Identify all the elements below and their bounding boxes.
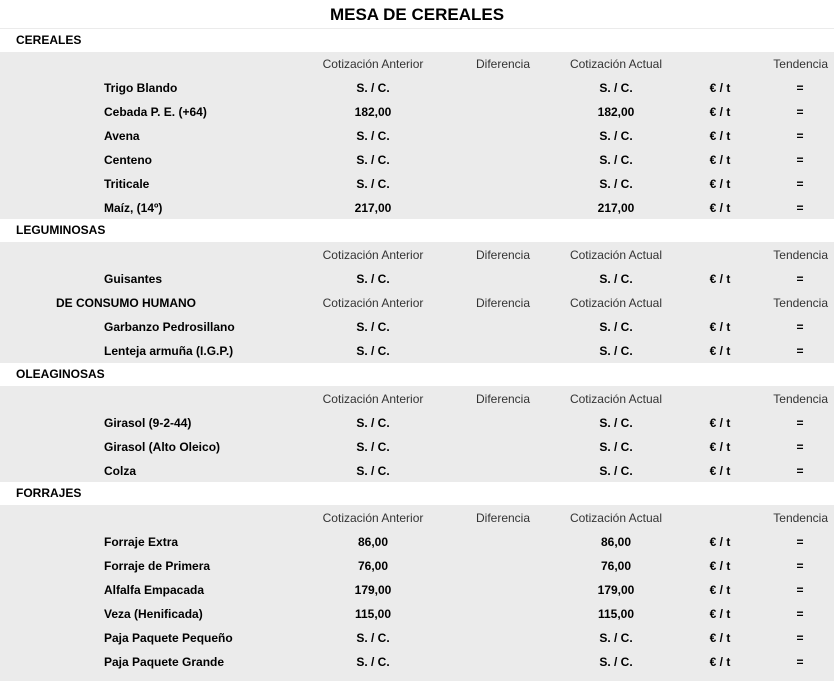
unit-label: € / t xyxy=(709,535,731,549)
cotizacion-actual-value: 76,00 xyxy=(600,559,632,573)
section-header xyxy=(0,482,834,505)
product-name: Colza xyxy=(104,464,137,478)
header-tendencia: Tendencia xyxy=(773,296,828,310)
product-name: Trigo Blando xyxy=(104,81,178,95)
header-cotizacion-anterior: Cotización Anterior xyxy=(322,296,424,310)
cotizacion-actual-value: S. / C. xyxy=(599,344,633,358)
product-name: Maíz, (14º) xyxy=(104,201,163,215)
tendencia-value: = xyxy=(796,416,804,430)
product-name: Veza (Henificada) xyxy=(104,607,203,621)
product-name: Centeno xyxy=(104,153,152,167)
header-cotizacion-actual: Cotización Actual xyxy=(569,511,663,525)
cotizacion-actual-value: S. / C. xyxy=(599,416,633,430)
tendencia-value: = xyxy=(796,177,804,191)
cotizacion-actual-value: S. / C. xyxy=(599,655,633,669)
header-cotizacion-actual: Cotización Actual xyxy=(569,296,663,310)
table-row xyxy=(0,650,834,674)
cotizacion-anterior-value: 115,00 xyxy=(354,607,392,621)
unit-label: € / t xyxy=(709,416,731,430)
tendencia-value: = xyxy=(796,535,804,549)
cotizacion-anterior-value: S. / C. xyxy=(356,177,390,191)
product-name: Cebada P. E. (+64) xyxy=(104,105,207,119)
product-name: Forraje Extra xyxy=(104,535,179,549)
unit-label: € / t xyxy=(709,607,731,621)
header-cotizacion-anterior: Cotización Anterior xyxy=(322,248,424,262)
unit-label: € / t xyxy=(709,631,731,645)
product-name: Avena xyxy=(104,129,140,143)
table-row xyxy=(0,602,834,626)
section-title: CEREALES xyxy=(16,33,82,47)
section-header xyxy=(0,363,834,386)
cotizacion-anterior-value: S. / C. xyxy=(356,81,390,95)
table-row xyxy=(0,124,834,148)
cotizacion-anterior-value: 86,00 xyxy=(357,535,389,549)
cotizacion-actual-value: S. / C. xyxy=(599,129,633,143)
cotizacion-anterior-value: 217,00 xyxy=(354,201,392,215)
cotizacion-actual-value: S. / C. xyxy=(599,272,633,286)
cotizacion-actual-value: S. / C. xyxy=(599,177,633,191)
table-row xyxy=(0,196,834,220)
unit-label: € / t xyxy=(709,320,731,334)
cotizacion-actual-value: S. / C. xyxy=(599,81,633,95)
cotizacion-actual-value: S. / C. xyxy=(599,153,633,167)
header-cotizacion-actual: Cotización Actual xyxy=(569,248,663,262)
table-row xyxy=(0,435,834,459)
header-tendencia: Tendencia xyxy=(773,392,828,406)
tendencia-value: = xyxy=(796,320,804,334)
cotizacion-anterior-value: S. / C. xyxy=(356,344,390,358)
column-header-row xyxy=(0,506,834,530)
unit-label: € / t xyxy=(709,105,731,119)
cotizacion-actual-value: S. / C. xyxy=(599,440,633,454)
column-header-row xyxy=(0,291,834,315)
header-cotizacion-actual: Cotización Actual xyxy=(569,57,663,71)
cotizacion-actual-value: 86,00 xyxy=(600,535,632,549)
table-row xyxy=(0,554,834,578)
product-name: Paja Paquete Pequeño xyxy=(104,631,233,645)
cotizacion-anterior-value: 179,00 xyxy=(354,583,392,597)
column-header-row xyxy=(0,243,834,267)
cotizacion-anterior-value: S. / C. xyxy=(356,320,390,334)
subsection-title: DE CONSUMO HUMANO xyxy=(56,296,196,310)
table-row xyxy=(0,339,834,363)
cotizacion-actual-value: 182,00 xyxy=(597,105,635,119)
product-name: Alfalfa Empacada xyxy=(104,583,205,597)
header-tendencia: Tendencia xyxy=(773,248,828,262)
unit-label: € / t xyxy=(709,344,731,358)
unit-label: € / t xyxy=(709,177,731,191)
unit-label: € / t xyxy=(709,583,731,597)
cotizacion-anterior-value: S. / C. xyxy=(356,631,390,645)
product-name: Lenteja armuña (I.G.P.) xyxy=(104,344,234,358)
header-diferencia: Diferencia xyxy=(475,57,531,71)
header-cotizacion-actual: Cotización Actual xyxy=(569,392,663,406)
tendencia-value: = xyxy=(796,559,804,573)
tendencia-value: = xyxy=(796,655,804,669)
table-row xyxy=(0,578,834,602)
product-name: Girasol (9-2-44) xyxy=(104,416,192,430)
header-cotizacion-anterior: Cotización Anterior xyxy=(322,57,424,71)
cotizacion-actual-value: S. / C. xyxy=(599,631,633,645)
table-row xyxy=(0,100,834,124)
cotizacion-anterior-value: S. / C. xyxy=(356,416,390,430)
tendencia-value: = xyxy=(796,201,804,215)
tendencia-value: = xyxy=(796,607,804,621)
tendencia-value: = xyxy=(796,105,804,119)
header-tendencia: Tendencia xyxy=(773,57,828,71)
tendencia-value: = xyxy=(796,129,804,143)
cotizacion-anterior-value: S. / C. xyxy=(356,440,390,454)
product-name: Girasol (Alto Oleico) xyxy=(104,440,221,454)
cotizacion-actual-value: S. / C. xyxy=(599,320,633,334)
cotizacion-actual-value: 115,00 xyxy=(597,607,635,621)
table-row xyxy=(0,148,834,172)
cotizacion-anterior-value: S. / C. xyxy=(356,129,390,143)
tendencia-value: = xyxy=(796,440,804,454)
section-title: FORRAJES xyxy=(16,486,82,500)
tendencia-value: = xyxy=(796,272,804,286)
unit-label: € / t xyxy=(709,440,731,454)
section-header xyxy=(0,29,834,52)
cotizacion-anterior-value: S. / C. xyxy=(356,655,390,669)
cotizacion-anterior-value: S. / C. xyxy=(356,464,390,478)
cotizacion-anterior-value: 76,00 xyxy=(357,559,389,573)
header-diferencia: Diferencia xyxy=(475,248,531,262)
section-title: LEGUMINOSAS xyxy=(16,223,106,237)
header-diferencia: Diferencia xyxy=(475,296,531,310)
tendencia-value: = xyxy=(796,153,804,167)
header-diferencia: Diferencia xyxy=(475,392,531,406)
table-row xyxy=(0,315,834,339)
tendencia-value: = xyxy=(796,344,804,358)
product-name: Triticale xyxy=(104,177,150,191)
cotizacion-actual-value: 179,00 xyxy=(597,583,635,597)
header-cotizacion-anterior: Cotización Anterior xyxy=(322,392,424,406)
unit-label: € / t xyxy=(709,81,731,95)
header-tendencia: Tendencia xyxy=(773,511,828,525)
product-name: Paja Paquete Grande xyxy=(104,655,225,669)
cotizacion-actual-value: S. / C. xyxy=(599,464,633,478)
cotizacion-anterior-value: S. / C. xyxy=(356,272,390,286)
table-row xyxy=(0,530,834,554)
column-header-row xyxy=(0,387,834,411)
table-row xyxy=(0,411,834,435)
cotizacion-anterior-value: S. / C. xyxy=(356,153,390,167)
table-row xyxy=(0,267,834,291)
tendencia-value: = xyxy=(796,464,804,478)
unit-label: € / t xyxy=(709,464,731,478)
product-name: Forraje de Primera xyxy=(104,559,211,573)
unit-label: € / t xyxy=(709,129,731,143)
unit-label: € / t xyxy=(709,153,731,167)
column-header-row xyxy=(0,52,834,76)
unit-label: € / t xyxy=(709,559,731,573)
tendencia-value: = xyxy=(796,81,804,95)
table-row xyxy=(0,172,834,196)
header-diferencia: Diferencia xyxy=(475,511,531,525)
section-title: OLEAGINOSAS xyxy=(16,367,105,381)
cotizacion-anterior-value: 182,00 xyxy=(354,105,392,119)
cotizacion-actual-value: 217,00 xyxy=(597,201,635,215)
unit-label: € / t xyxy=(709,655,731,669)
table-row xyxy=(0,459,834,483)
table-row xyxy=(0,76,834,100)
section-header xyxy=(0,219,834,242)
product-name: Garbanzo Pedrosillano xyxy=(104,320,235,334)
page-title: MESA DE CEREALES xyxy=(0,0,834,28)
tendencia-value: = xyxy=(796,631,804,645)
tendencia-value: = xyxy=(796,583,804,597)
product-name: Guisantes xyxy=(104,272,163,286)
unit-label: € / t xyxy=(709,272,731,286)
table-row xyxy=(0,626,834,650)
unit-label: € / t xyxy=(709,201,731,215)
header-cotizacion-anterior: Cotización Anterior xyxy=(322,511,424,525)
